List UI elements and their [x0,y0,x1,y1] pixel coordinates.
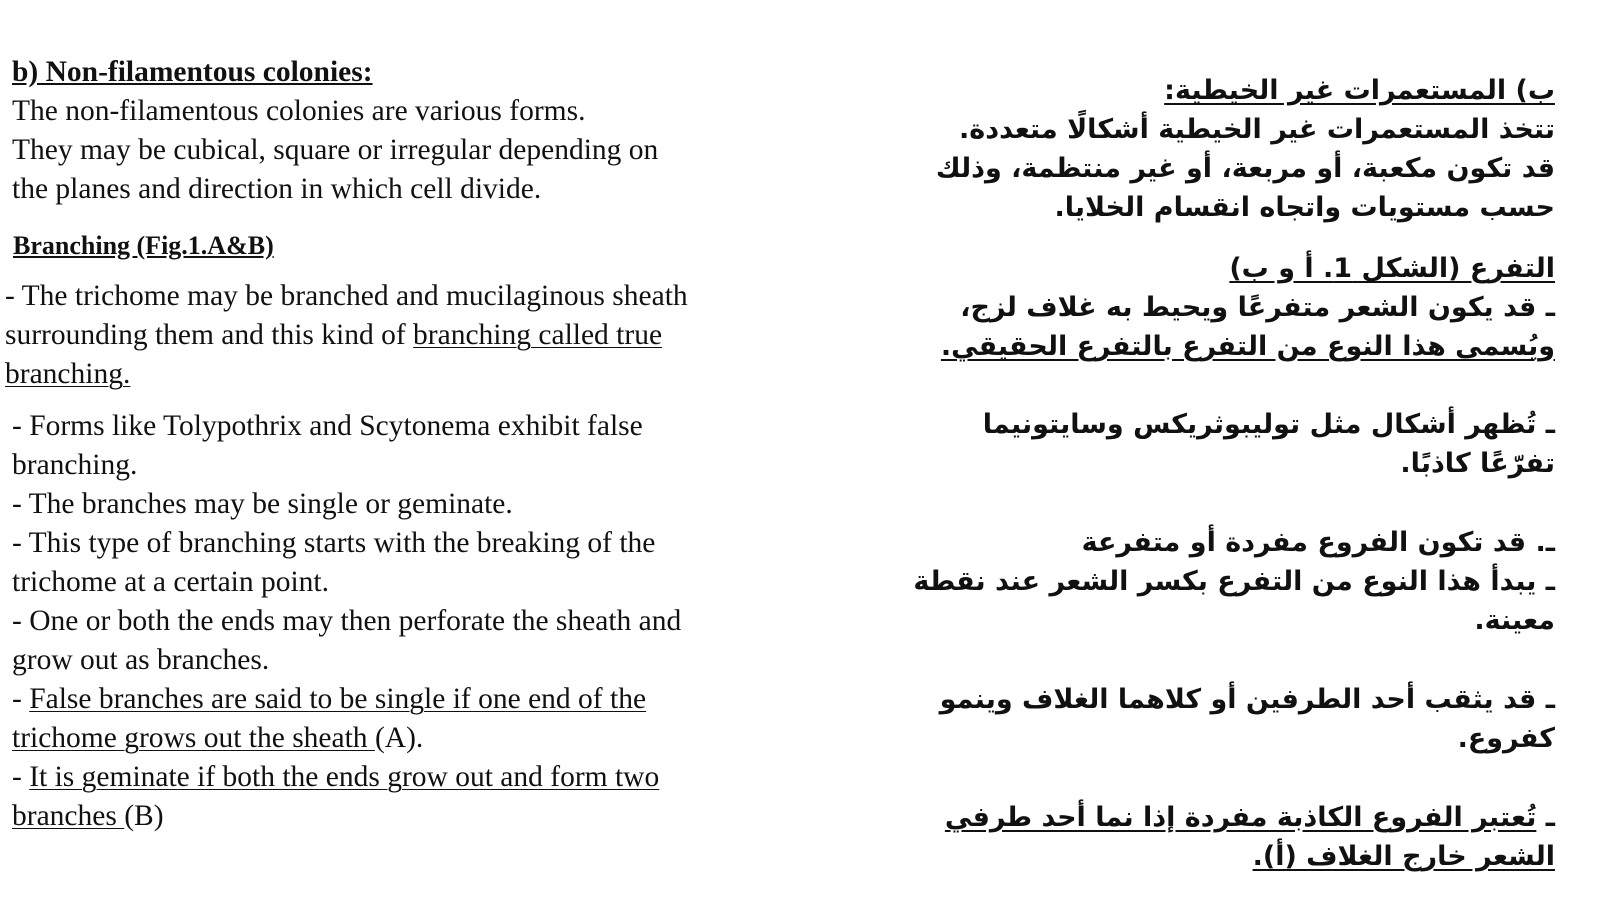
ar-perforate-line-1: ـ قد يثقب أحد الطرفين أو كلاهما الغلاف وينمو [939,684,1555,715]
ar-single-def-line-2: الشعر خارج الغلاف (أ). [1252,841,1555,872]
ar-false-branch-line-1: ـ تُظهر أشكال مثل توليبوثريكس وسايتونيما [982,409,1555,440]
false-branch-line-1: - Forms like Tolypothrix and Scytonema exhibit false [12,410,643,442]
single-def-suffix: (A). [374,722,424,754]
heading-text: b) Non-filamentous colonies: [12,56,373,88]
true-branch-underlined-2: branching. [5,358,131,390]
ar-single-geminate-line: ـ. قد تكون الفروع مفردة أو متفرعة [1081,527,1555,558]
ar-break-line-2: معينة. [1474,605,1555,636]
true-branch-line-2 [5,316,662,355]
false-branch-line-7: grow out as branches. [12,644,270,676]
single-def-underlined-1: False branches are said to be single if one end of the [29,683,647,715]
ar-heading-non-filamentous: ب) المستعمرات غير الخيطية: [1164,75,1555,106]
geminate-def-line-1 [12,758,659,797]
single-def-prefix: - [12,683,30,715]
ar-true-branch-line-2: ويُسمى هذا النوع من التفرع بالتفرع الحقيقي. [940,331,1555,362]
ar-intro-line-2: قد تكون مكعبة، أو مربعة، أو غير منتظمة، وذلك [935,153,1555,184]
ar-intro-line-3: حسب مستويات واتجاه انقسام الخلايا. [1054,192,1555,223]
true-branch-line-1: - The trichome may be branched and mucilaginous sheath [5,280,688,312]
heading-non-filamentous [12,53,373,92]
ar-single-def-underlined-1: تُعتبر الفروع الكاذبة مفردة إذا نما أحد طرفي [944,802,1537,833]
single-def-underlined-2: trichome grows out the sheath [12,722,375,754]
ar-break-line-1: ـ يبدأ هذا النوع من التفرع بكسر الشعر عند نقطة [913,566,1555,597]
intro-line-3: the planes and direction in which cell divide. [12,173,542,205]
ar-single-def-line-1 [945,798,1555,837]
heading-branching [13,226,274,265]
geminate-def-prefix: - [12,761,30,793]
ar-intro-line-1: تتخذ المستعمرات غير الخيطية أشكالًا متعددة. [959,114,1555,145]
geminate-def-underlined-2: branches [12,800,125,832]
false-branch-line-2: branching. [12,449,138,481]
ar-false-branch-line-2: تفرّعًا كاذبًا. [1400,448,1555,479]
true-branch-line-3 [5,355,130,394]
false-branch-line-4: - This type of branching starts with the breaking of the [12,527,656,559]
false-branch-line-5: trichome at a certain point. [12,566,329,598]
single-def-line-2 [12,719,423,758]
intro-line-2: They may be cubical, square or irregular depending on [12,134,659,166]
false-branch-line-6: - One or both the ends may then perforate the sheath and [12,605,682,637]
geminate-def-underlined-1: It is geminate if both the ends grow out and form two [29,761,660,793]
single-def-line-1 [12,680,646,719]
ar-perforate-line-2: كفروع. [1457,723,1555,754]
geminate-def-suffix: (B) [124,800,164,832]
true-branch-prefix: surrounding them and this kind of [5,319,414,351]
heading-branching-text: Branching (Fig.1.A&B) [13,231,274,260]
true-branch-underlined: branching called true [413,319,663,351]
geminate-def-line-2 [12,797,164,836]
false-branch-line-3: - The branches may be single or geminate. [12,488,513,520]
intro-line-1: The non-filamentous colonies are various forms. [12,95,586,127]
ar-true-branch-line-1: ـ قد يكون الشعر متفرعًا ويحيط به غلاف لزج، [960,292,1555,323]
ar-heading-branching: التفرع (الشكل 1. أ و ب) [1229,253,1555,284]
ar-single-def-prefix: ـ [1536,802,1555,833]
